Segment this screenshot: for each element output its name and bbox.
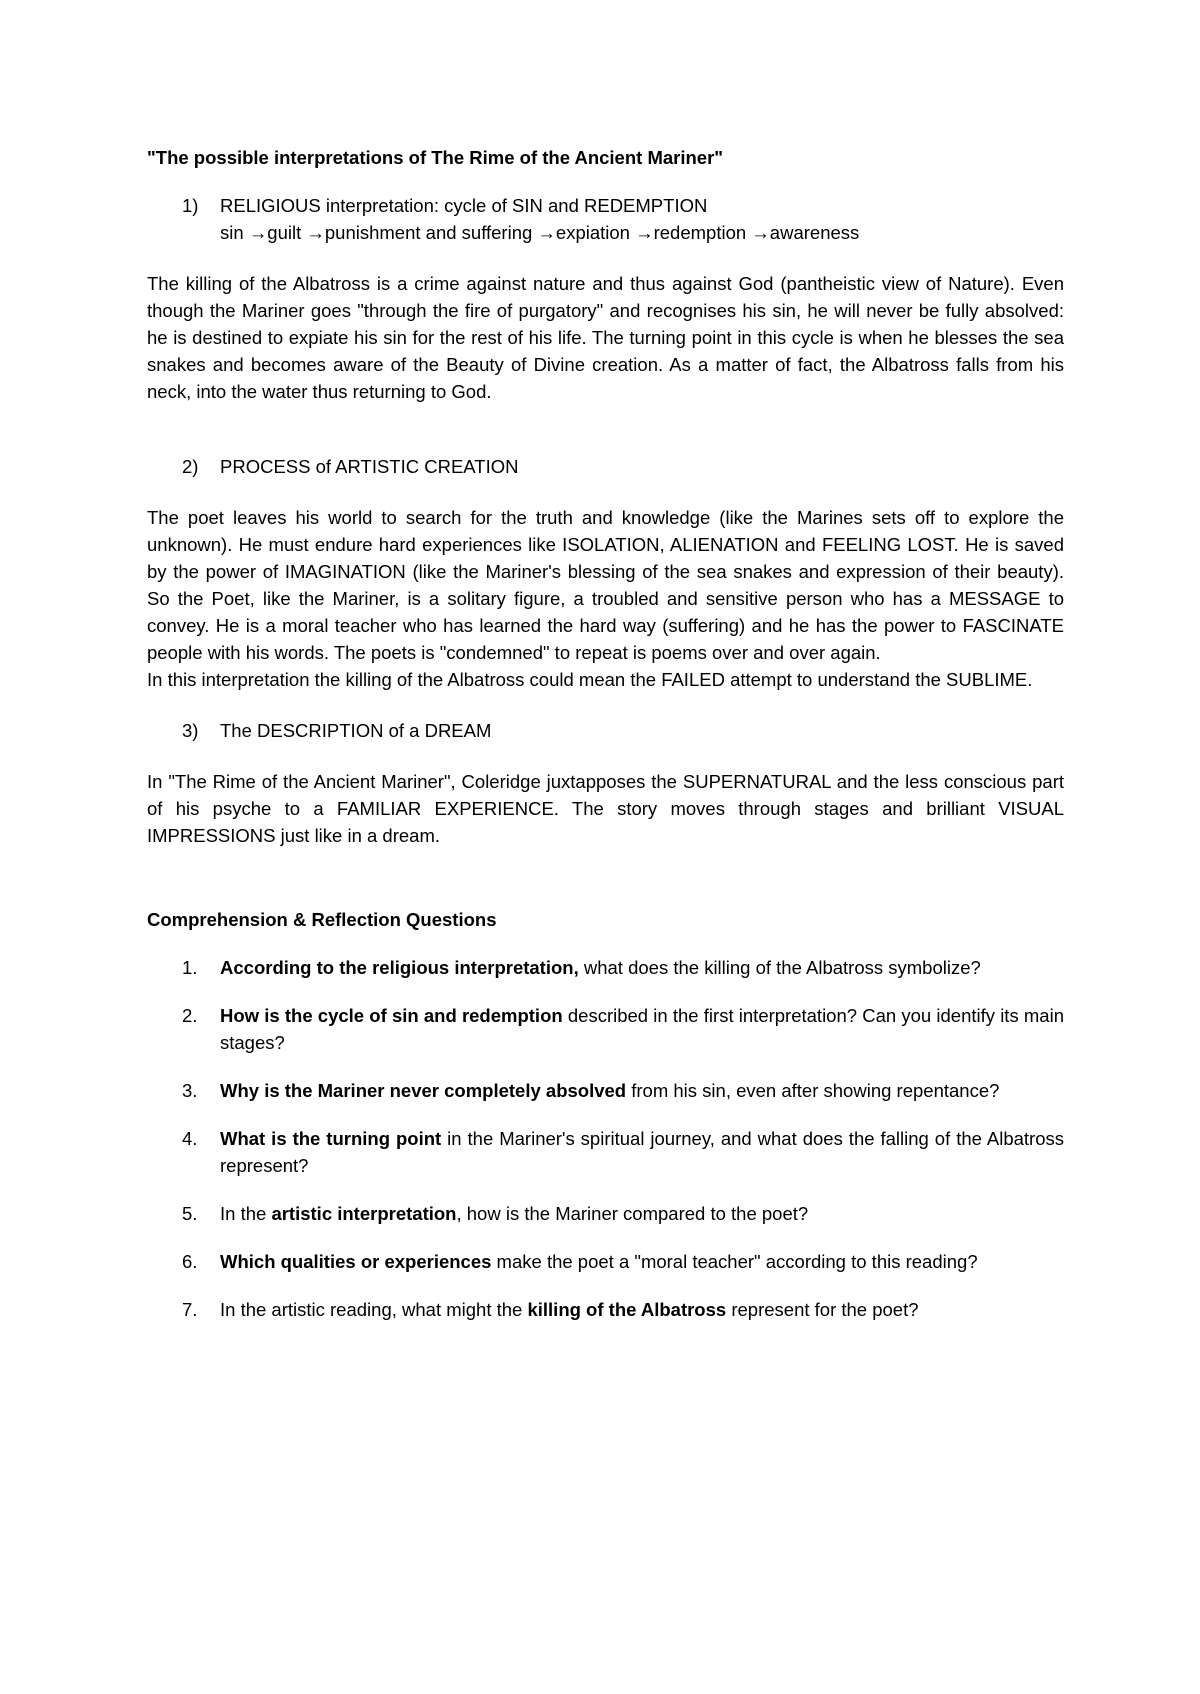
question-emphasis: killing of the Albatross bbox=[527, 1299, 727, 1320]
question-emphasis: Which qualities or experiences bbox=[220, 1251, 492, 1272]
section-artistic bbox=[147, 453, 1064, 693]
section-heading: PROCESS of ARTISTIC CREATION bbox=[220, 456, 519, 477]
question-number: 6. bbox=[182, 1251, 198, 1272]
questions-heading: Comprehension & Reflection Questions bbox=[147, 909, 497, 930]
question-emphasis: How is the cycle of sin and redemption bbox=[220, 1005, 563, 1026]
question-item: 3. Why is the Mariner never completely absolved from his sin, even after showing repentance? bbox=[147, 1077, 1064, 1104]
section-heading: RELIGIOUS interpretation: cycle of SIN and REDEMPTION bbox=[220, 195, 708, 216]
question-item: 2. How is the cycle of sin and redemption described in the first interpretation? Can you identify its main stages? bbox=[147, 1002, 1064, 1056]
question-number: 5. bbox=[182, 1203, 198, 1224]
question-item: 4. What is the turning point in the Mariner's spiritual journey, and what does the falling of the Albatross represent? bbox=[147, 1125, 1064, 1179]
section-number: 3) bbox=[182, 720, 199, 741]
section-dream bbox=[147, 717, 1064, 849]
question-number: 2. bbox=[182, 1005, 198, 1026]
question-number: 7. bbox=[182, 1299, 198, 1320]
questions-list bbox=[147, 954, 1064, 1323]
section-paragraph: The poet leaves his world to search for the truth and knowledge (like the Marines sets off to explore the unknown). He must endure hard experiences like ISOLATION, ALIENATION and FEELING LOST. He is saved by the power of IMAGINATION (like the Mariner's blessing of the sea snakes and expression of their beauty). So the Poet, like the Mariner, is a solitary figure, a troubled and sensitive person who has a MESSAGE to convey. He is a moral teacher who has learned the hard way (suffering) and he has the power to FASCINATE people with his words. The poets is "condemned" to repeat is poems over and over again. bbox=[147, 507, 1064, 663]
section-paragraph: The killing of the Albatross is a crime against nature and thus against God (pantheistic view of Nature). Even though the Mariner goes "through the fire of purgatory" and recognises his sin, he will never be fully absolved: he is destined to expiate his sin for the rest of his life. The turning point in this cycle is when he blesses the sea snakes and becomes aware of the Beauty of Divine creation. As a matter of fact, the Albatross falls from his neck, into the water thus returning to God. bbox=[147, 273, 1064, 402]
question-item: 5. In the artistic interpretation, how is the Mariner compared to the poet? bbox=[147, 1200, 1064, 1227]
question-number: 3. bbox=[182, 1080, 198, 1101]
question-item: 7. In the artistic reading, what might the killing of the Albatross represent for the poet? bbox=[147, 1296, 1064, 1323]
question-number: 4. bbox=[182, 1128, 198, 1149]
question-item: 6. Which qualities or experiences make the poet a "moral teacher" according to this reading? bbox=[147, 1248, 1064, 1275]
section-number: 2) bbox=[182, 456, 199, 477]
section-heading-row bbox=[147, 192, 1064, 246]
question-emphasis: According to the religious interpretation, bbox=[220, 957, 579, 978]
question-emphasis: What is the turning point bbox=[220, 1128, 442, 1149]
section-heading-row bbox=[147, 453, 1064, 480]
question-item: 1. According to the religious interpretation, what does the killing of the Albatross symbolize? bbox=[147, 954, 1064, 981]
question-emphasis: Why is the Mariner never completely absolved bbox=[220, 1080, 627, 1101]
document-title: "The possible interpretations of The Rime of the Ancient Mariner" bbox=[147, 147, 724, 168]
question-number: 1. bbox=[182, 957, 198, 978]
sin-cycle-flow: sin →guilt →punishment and suffering →expiation →redemption →awareness bbox=[220, 222, 860, 243]
section-heading-row bbox=[147, 717, 1064, 744]
section-religious bbox=[147, 192, 1064, 405]
question-emphasis: artistic interpretation bbox=[271, 1203, 457, 1224]
section-paragraph: In this interpretation the killing of the Albatross could mean the FAILED attempt to understand the SUBLIME. bbox=[147, 669, 1033, 690]
section-number: 1) bbox=[182, 195, 199, 216]
section-paragraph: In "The Rime of the Ancient Mariner", Coleridge juxtapposes the SUPERNATURAL and the less conscious part of his psyche to a FAMILIAR EXPERIENCE. The story moves through stages and brilliant VISUAL IMPRESSIONS just like in a dream. bbox=[147, 771, 1064, 846]
section-heading: The DESCRIPTION of a DREAM bbox=[220, 720, 492, 741]
